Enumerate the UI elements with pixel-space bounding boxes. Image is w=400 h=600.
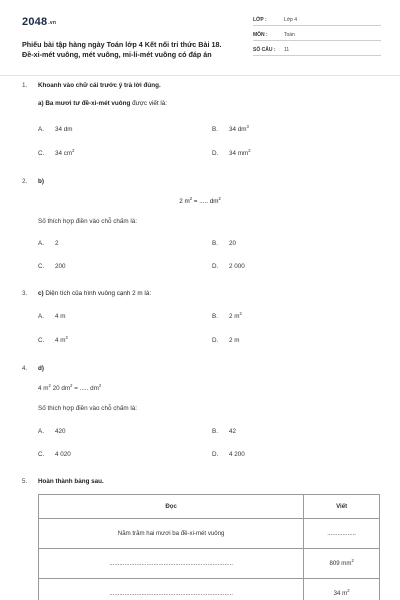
option-b[interactable] [212, 428, 236, 435]
option-value: 2 m [229, 337, 240, 344]
cell-sup: 2 [351, 558, 354, 563]
question-1-text: Khoanh vào chữ cái trước ý trả lời đúng. [38, 82, 161, 89]
option-sup: 2 [65, 335, 68, 340]
meta-value: Toán [284, 32, 295, 38]
question-4-sub: d) [38, 365, 44, 372]
eq-part: = ..... dm [72, 385, 99, 392]
option-c[interactable] [38, 451, 71, 458]
option-value: 420 [55, 428, 66, 435]
option-sup: 2 [72, 148, 75, 153]
option-label: A. [38, 428, 44, 435]
cell-read[interactable]: ......................................................................... [39, 549, 304, 579]
option-label: D. [212, 150, 219, 157]
cell-value: 34 m [333, 590, 348, 597]
option-a[interactable] [38, 428, 66, 435]
option-d[interactable] [212, 451, 245, 458]
question-number: 5. [22, 478, 28, 485]
option-value: 34 dm [55, 126, 73, 133]
option-c[interactable] [38, 337, 68, 344]
question-4-prompt: Số thích hợp điền vào chỗ chấm là: [38, 405, 137, 412]
table-row [39, 549, 380, 579]
option-value: 4 020 [55, 451, 71, 458]
table-row [39, 519, 380, 549]
eq-part: = ..... dm [192, 198, 219, 205]
option-label: D. [212, 337, 219, 344]
option-label: B. [212, 313, 218, 320]
option-a[interactable] [38, 126, 73, 133]
option-d[interactable] [212, 150, 251, 157]
option-label: C. [38, 451, 45, 458]
option-c[interactable] [38, 150, 75, 157]
option-a[interactable] [38, 240, 59, 247]
cell-write[interactable] [304, 579, 380, 600]
option-b[interactable] [212, 240, 236, 247]
question-1-sub [38, 100, 167, 107]
option-b[interactable] [212, 313, 242, 320]
column-header-write: Viết [304, 495, 380, 519]
eq-part: 2 m [179, 198, 190, 205]
sub-bold: c) [38, 290, 44, 297]
question-3-text [38, 290, 151, 297]
question-2-equation [0, 198, 400, 205]
cell-write[interactable] [304, 519, 380, 549]
question-number: 4. [22, 365, 28, 372]
option-sup: 2 [239, 311, 242, 316]
option-c[interactable] [38, 263, 66, 270]
option-d[interactable] [212, 337, 240, 344]
option-label: B. [212, 126, 218, 133]
option-value: 34 dm [229, 126, 247, 133]
cell-value: ................. [327, 530, 357, 537]
fill-in-table [38, 494, 380, 600]
meta-key: SỐ CÂU : [253, 47, 276, 53]
option-label: C. [38, 263, 45, 270]
sub-bold: a) Ba mươi tư đề-xi-mét vuông [38, 100, 131, 107]
meta-row-class [253, 14, 381, 26]
option-value: 2 000 [229, 263, 245, 270]
meta-row-question-count [253, 44, 381, 56]
cell-sup: 2 [347, 588, 350, 593]
header-divider [0, 75, 400, 76]
option-sup: 2 [248, 148, 251, 153]
option-a[interactable] [38, 313, 66, 320]
question-5-text: Hoàn thành bảng sau. [38, 478, 104, 485]
option-value: 200 [55, 263, 66, 270]
option-value: 2 [55, 240, 59, 247]
option-value: 34 cm [55, 150, 73, 157]
logo-text: 2048 [22, 16, 48, 28]
cell-value: 809 mm [329, 560, 352, 567]
option-label: C. [38, 150, 45, 157]
eq-sup: 2 [189, 196, 193, 201]
option-d[interactable] [212, 263, 245, 270]
option-label: A. [38, 126, 44, 133]
option-value: 4 m [55, 337, 66, 344]
option-value: 42 [229, 428, 237, 435]
table-row [39, 579, 380, 600]
site-logo[interactable] [22, 16, 56, 28]
option-value: 20 [229, 240, 237, 247]
eq-sup: 2 [48, 383, 51, 388]
option-label: B. [212, 240, 218, 247]
option-value: 2 m [229, 313, 240, 320]
question-4-equation [38, 385, 101, 392]
meta-key: LỚP : [253, 17, 267, 23]
question-number: 3. [22, 290, 28, 297]
eq-sup: 2 [218, 196, 221, 201]
meta-value: 11 [284, 47, 290, 53]
question-2-prompt: Số thích hợp điền vào chỗ chấm là: [38, 218, 137, 225]
option-b[interactable] [212, 126, 249, 133]
meta-row-subject [253, 29, 381, 41]
sub-rest: được viết là: [130, 100, 168, 107]
eq-sup: 2 [98, 383, 102, 388]
cell-read[interactable]: ......................................................................... [39, 579, 304, 600]
sub-rest: Diện tích của hình vuông cạnh 2 m là: [43, 290, 152, 297]
question-2-sub: b) [38, 178, 44, 185]
option-label: A. [38, 313, 44, 320]
option-label: C. [38, 337, 45, 344]
logo-suffix: .vn [48, 20, 57, 26]
option-label: B. [212, 428, 218, 435]
eq-part: 20 dm [50, 385, 71, 392]
option-sup: 3 [246, 124, 249, 129]
cell-write[interactable] [304, 549, 380, 579]
option-value: 34 mm [229, 150, 249, 157]
eq-part: 4 m [38, 385, 49, 392]
option-label: D. [212, 263, 219, 270]
eq-sup: 2 [70, 383, 73, 388]
meta-key: MÔN : [253, 32, 268, 38]
meta-value: Lớp 4 [284, 17, 298, 23]
worksheet-title-line-1: Phiếu bài tập hàng ngày Toán lớp 4 Kết nối tri thức Bài 18. [22, 40, 222, 49]
column-header-read: Đọc [39, 495, 304, 519]
option-label: A. [38, 240, 44, 247]
question-number: 1. [22, 82, 28, 89]
option-value: 4 200 [229, 451, 245, 458]
worksheet-header [0, 0, 400, 76]
worksheet-title-line-2: Đề-xi-mét vuông, mét vuông, mi-li-mét vuông có đáp án [22, 50, 212, 59]
option-label: D. [212, 451, 219, 458]
question-number: 2. [22, 178, 28, 185]
cell-read[interactable]: Năm trăm hai mươi ba đề-xi-mét vuông [39, 519, 304, 549]
option-value: 4 m [55, 313, 66, 320]
table-header-row [39, 495, 380, 519]
